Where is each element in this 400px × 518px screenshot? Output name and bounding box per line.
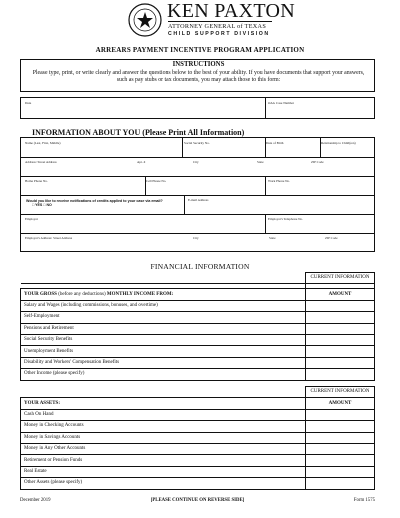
footer-continue: [PLEASE CONTINUE ON REVERSE SIDE]: [150, 498, 245, 503]
personal-info-grid: [20, 137, 375, 252]
state-field[interactable]: State: [257, 160, 264, 164]
case-number-field[interactable]: OAG Case Number: [268, 101, 295, 105]
asset-label: Retirement or Pension Funds: [21, 455, 306, 466]
email-notification-question: [26, 199, 184, 208]
income-heading-monthly: MONTHLY INCOME FROM:: [106, 291, 174, 297]
row-divider: [21, 176, 375, 177]
info-heading: INFORMATION ABOUT YOU (Please Print All Information): [32, 128, 245, 137]
employer-state-field[interactable]: State: [269, 236, 276, 240]
employer-address-field[interactable]: Employer's Address: Street Address: [25, 236, 73, 240]
current-info-header: CURRENT INFORMATION: [306, 387, 375, 398]
assets-heading: YOUR ASSETS:: [21, 398, 306, 409]
income-label: Salary and Wages (including commissions, bonuses, and overtime): [21, 300, 306, 311]
row-divider: [21, 214, 375, 215]
spacer-cell: [21, 273, 306, 284]
footer-form-number: Form 1575: [353, 498, 375, 503]
assets-table: [20, 386, 375, 490]
instructions-heading: INSTRUCTIONS: [172, 61, 225, 68]
income-label: Disability and Workers' Compensation Benefits: [21, 357, 306, 368]
home-phone-field[interactable]: Home Phone No.: [25, 179, 48, 183]
income-heading-gross: YOUR GROSS: [24, 291, 57, 297]
table-row: [21, 323, 375, 334]
texas-seal-icon: [128, 3, 162, 37]
org-title: ATTORNEY GENERAL of TEXAS: [168, 23, 267, 30]
zip-field[interactable]: ZIP Code: [311, 160, 324, 164]
header-rule: [168, 21, 272, 22]
income-label: Social Security Benefits: [21, 334, 306, 345]
form-title: ARREARS PAYMENT INCENTIVE PROGRAM APPLICATION: [95, 46, 305, 54]
income-amount-input[interactable]: [306, 312, 375, 323]
asset-label: Money in Savings Accounts: [21, 432, 306, 443]
asset-amount-input[interactable]: [306, 432, 375, 443]
relationship-field[interactable]: Relationship to Child(ren): [321, 141, 356, 145]
col-divider: [265, 214, 266, 233]
income-label: Other Income (please specify): [21, 369, 306, 380]
table-row: [21, 421, 375, 432]
asset-label: Real Estate: [21, 466, 306, 477]
asset-amount-input[interactable]: [306, 409, 375, 420]
employer-phone-field[interactable]: Employer's Telephone No.: [268, 217, 304, 221]
ssn-field[interactable]: Social Security No.: [184, 141, 210, 145]
income-amount-input[interactable]: [306, 323, 375, 334]
amount-header: AMOUNT: [306, 398, 375, 409]
table-row: [21, 432, 375, 443]
instructions-box: [20, 59, 375, 92]
table-row: [21, 478, 375, 489]
asset-amount-input[interactable]: [306, 478, 375, 489]
income-amount-input[interactable]: [306, 346, 375, 357]
financial-heading: FINANCIAL INFORMATION: [150, 262, 250, 271]
employer-city-field[interactable]: City: [193, 236, 199, 240]
col-divider: [265, 176, 266, 195]
current-info-header: CURRENT INFORMATION: [306, 273, 375, 284]
asset-amount-input[interactable]: [306, 455, 375, 466]
asset-amount-input[interactable]: [306, 466, 375, 477]
dob-field[interactable]: Date of Birth: [266, 141, 284, 145]
yes-no-checkboxes[interactable]: □ YES □ NO: [32, 203, 52, 208]
date-field[interactable]: Date: [25, 101, 32, 105]
col-divider: [184, 195, 185, 214]
instructions-text: Please type, print, or write clearly and answer the questions below to the best of your ability. If you have documents that support your answers, such as pay stubs or tax documents, you may attach those to this form:: [32, 70, 365, 84]
table-row: [21, 312, 375, 323]
income-amount-input[interactable]: [306, 369, 375, 380]
org-name: KEN PAXTON: [167, 0, 296, 22]
col-divider: [182, 138, 183, 157]
asset-label: Money in Checking Accounts: [21, 421, 306, 432]
asset-label: Other Assets (please specify): [21, 478, 306, 489]
row-divider: [21, 195, 375, 196]
income-label: Self-Employment: [21, 312, 306, 323]
city-field[interactable]: City: [193, 160, 199, 164]
table-row: [21, 357, 375, 368]
asset-label: Cash On Hand: [21, 409, 306, 420]
spacer-cell: [21, 387, 306, 398]
income-label: Unemployment Benefits: [21, 346, 306, 357]
divider: [265, 98, 266, 119]
income-amount-input[interactable]: [306, 357, 375, 368]
table-row: [21, 443, 375, 454]
division-name: CHILD SUPPORT DIVISION: [168, 31, 270, 37]
asset-label: Money in Any Other Accounts: [21, 443, 306, 454]
row-divider: [21, 233, 375, 234]
income-table: [20, 272, 375, 381]
date-case-box: [20, 97, 375, 119]
income-amount-input[interactable]: [306, 300, 375, 311]
employer-field[interactable]: Employer: [25, 217, 39, 221]
table-row: [21, 409, 375, 420]
income-label: Pensions and Retirement: [21, 323, 306, 334]
letterhead: [0, 0, 400, 44]
apt-field[interactable]: Apt. #: [137, 160, 146, 164]
table-row: [21, 455, 375, 466]
table-row: [21, 346, 375, 357]
street-field[interactable]: Address: Street Address: [25, 160, 57, 164]
income-heading: [21, 289, 306, 300]
email-field[interactable]: E-mail Address: [188, 198, 209, 202]
asset-amount-input[interactable]: [306, 443, 375, 454]
table-row: [21, 300, 375, 311]
employer-zip-field[interactable]: ZIP Code: [325, 236, 338, 240]
row-divider: [21, 157, 375, 158]
income-amount-input[interactable]: [306, 334, 375, 345]
amount-header: AMOUNT: [306, 289, 375, 300]
asset-amount-input[interactable]: [306, 421, 375, 432]
email-question-text: Would you like to receive notifications of credits applied to your case via email?: [26, 199, 163, 203]
cell-phone-field[interactable]: Cell Phone No.: [146, 179, 167, 183]
table-row: [21, 466, 375, 477]
footer-date: December 2019: [20, 498, 51, 503]
table-row: [21, 334, 375, 345]
name-field[interactable]: Name (Last, First, Middle): [25, 141, 61, 145]
work-phone-field[interactable]: Work Phone No.: [268, 179, 290, 183]
income-heading-note: (before any deductions): [56, 291, 107, 297]
table-row: [21, 369, 375, 380]
